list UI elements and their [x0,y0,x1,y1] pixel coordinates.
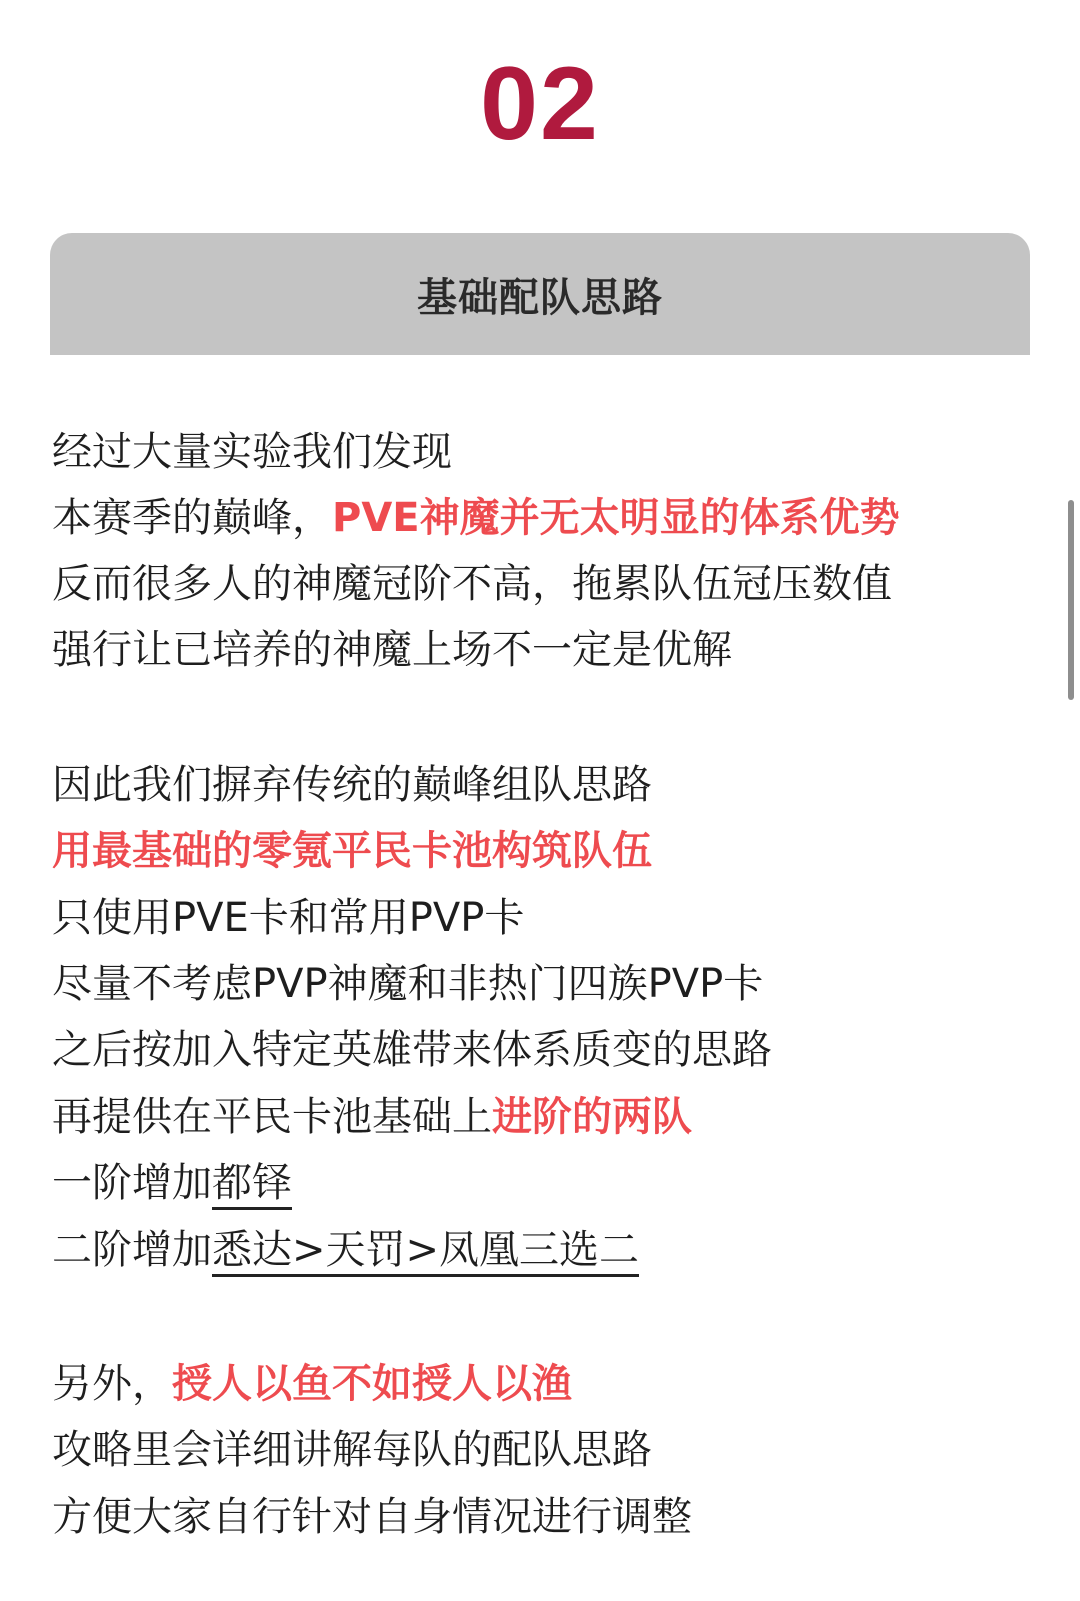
text-line: 因此我们摒弃传统的巅峰组队思路 [52,762,652,808]
text-segment: 一阶增加 [52,1160,212,1206]
scrollbar[interactable] [1068,500,1074,700]
underlined-text: 悉达>天罚>凤凰三选二 [212,1227,639,1277]
text-line [52,1222,639,1278]
text-line [52,490,900,546]
text-line: 强行让已培养的神魔上场不一定是优解 [52,627,732,673]
text-segment: 再提供在平民卡池基础上 [52,1094,492,1140]
text-line [52,823,652,879]
text-line: 攻略里会详细讲解每队的配队思路 [52,1427,652,1473]
text-segment: 本赛季的巅峰， [52,495,332,541]
text-line [52,1155,292,1211]
text-line: 经过大量实验我们发现 [52,429,452,475]
section-number: 02 [480,46,600,162]
text-line [52,1089,692,1145]
underlined-text: 都铎 [212,1160,292,1210]
text-line: 只使用PVE卡和常用PVP卡 [52,895,525,941]
text-line [52,1356,572,1412]
text-line: 反而很多人的神魔冠阶不高，拖累队伍冠压数值 [52,561,892,607]
section-title-bar [50,233,1030,355]
text-line: 方便大家自行针对自身情况进行调整 [52,1494,692,1540]
section-title: 基础配队思路 [417,274,663,321]
highlight-text: PVE神魔并无太明显的体系优势 [332,495,900,541]
text-line: 尽量不考虑PVP神魔和非热门四族PVP卡 [52,961,764,1007]
text-segment: 另外， [52,1361,172,1407]
text-line: 之后按加入特定英雄带来体系质变的思路 [52,1027,772,1073]
highlight-text: 授人以鱼不如授人以渔 [172,1361,572,1407]
text-segment: 二阶增加 [52,1227,212,1273]
highlight-text: 用最基础的零氪平民卡池构筑队伍 [52,828,652,874]
highlight-text: 进阶的两队 [492,1094,692,1140]
